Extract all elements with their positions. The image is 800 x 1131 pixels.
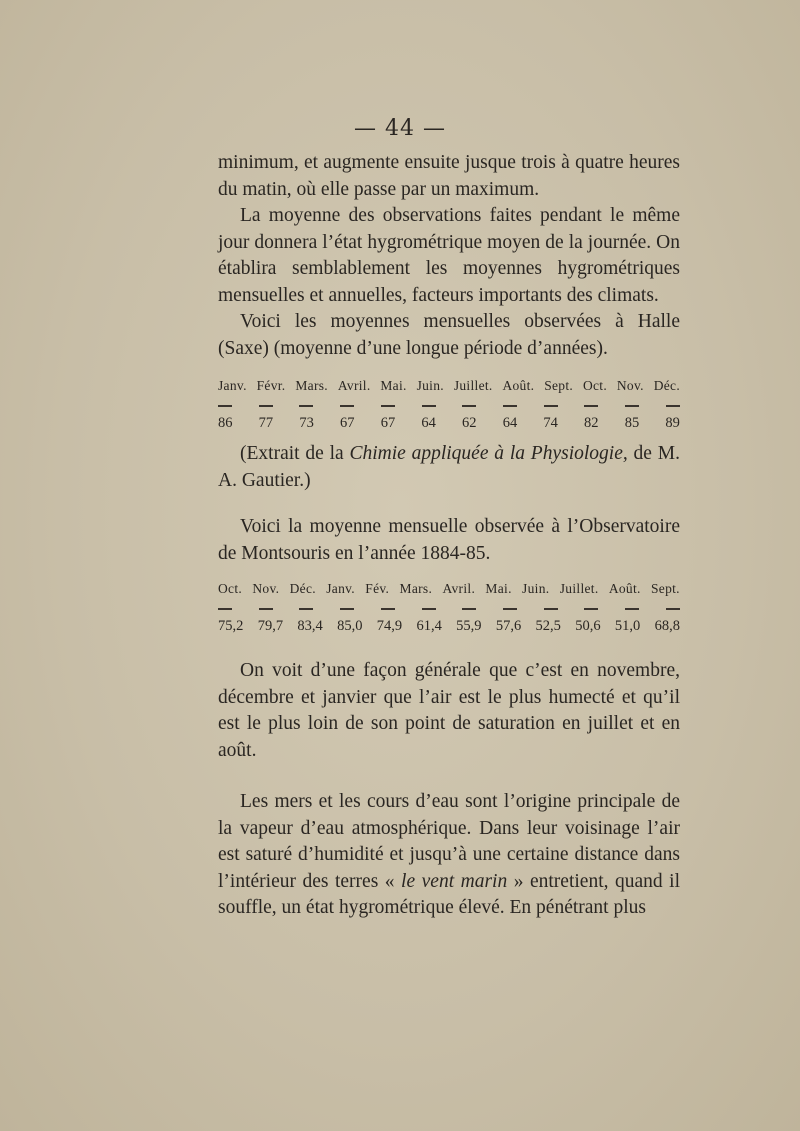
month-value: 57,6 [495, 618, 522, 634]
month-value: 50,6 [575, 618, 601, 634]
dash-rule [666, 405, 680, 407]
month-label: Août. [608, 581, 641, 596]
dash-rule [544, 405, 558, 407]
citation-block [218, 441, 680, 494]
dash-rule [422, 405, 436, 407]
paragraph-5-block [218, 514, 680, 567]
dash-rule [625, 608, 639, 610]
dash-rule [340, 608, 354, 610]
month-label: Avril. [337, 378, 371, 393]
month-value: 51,0 [614, 618, 641, 634]
table-halle-values [218, 415, 680, 432]
dash-rule [584, 405, 598, 407]
month-value: 74,9 [376, 618, 403, 634]
month-value: 64 [502, 415, 518, 431]
dash-rule [259, 405, 273, 407]
month-value: 74 [543, 415, 558, 431]
month-label: Nov. [252, 581, 280, 596]
table-halle-dashes [218, 397, 680, 407]
dash-rule [218, 608, 232, 610]
month-label: Déc. [653, 378, 680, 393]
dash-rule [625, 405, 639, 407]
month-label: Sept. [544, 378, 574, 393]
table-halle-header [218, 378, 680, 394]
month-label: Janv. [326, 581, 355, 596]
month-label: Juillet. [559, 581, 599, 596]
month-label: Sept. [650, 581, 680, 596]
month-value: 83,4 [297, 618, 323, 634]
month-value: 89 [665, 415, 680, 431]
paragraph-7 [218, 789, 680, 922]
table-montsouris [218, 581, 680, 635]
dash-rule [666, 608, 680, 610]
month-label: Avril. [442, 581, 476, 596]
paragraph-7-part-c: » entretient, quand il souffle, un état hygrométrique élevé. En pénétrant plus [218, 870, 681, 918]
month-label: Oct. [582, 378, 608, 393]
month-value: 62 [462, 415, 477, 431]
paragraph-1: minimum, et augmente ensuite jusque trois à quatre heures du matin, où elle passe par un maximum. [218, 152, 680, 200]
dash-rule [259, 608, 273, 610]
paragraph-1-block [218, 150, 680, 362]
month-value: 86 [218, 415, 233, 431]
paragraph-5: Voici la moyenne mensuelle observée à l’Observatoire de Montsouris en l’année 1884-85. [218, 516, 680, 564]
month-label: Juin. [416, 378, 444, 393]
month-value: 55,9 [456, 618, 482, 634]
dash-rule [544, 608, 558, 610]
table-montsouris-values [218, 618, 680, 635]
citation-part-c: de M. A. Gautier.) [218, 443, 680, 491]
citation [218, 441, 680, 494]
month-value: 79,7 [257, 618, 284, 634]
month-label: Mai. [380, 378, 407, 393]
month-value: 85,0 [337, 618, 363, 634]
month-label: Juin. [522, 581, 550, 596]
paragraph-7-block [218, 789, 680, 922]
month-value: 67 [340, 415, 355, 431]
month-label: Août. [502, 378, 535, 393]
dash-rule [299, 405, 313, 407]
month-value: 77 [258, 415, 274, 431]
month-value: 73 [299, 415, 314, 431]
month-label: Févr. [256, 378, 286, 393]
month-label: Mai. [485, 581, 512, 596]
dash-rule [381, 608, 395, 610]
dash-rule [422, 608, 436, 610]
dash-rule [381, 405, 395, 407]
paragraph-6-block [218, 658, 680, 764]
dash-rule [503, 608, 517, 610]
month-label: Oct. [218, 581, 243, 596]
table-halle [218, 378, 680, 432]
citation-part-a: (Extrait de la [240, 443, 350, 464]
month-label: Fév. [365, 581, 390, 596]
month-value: 75,2 [218, 618, 244, 634]
dash-rule [462, 405, 476, 407]
page-number: — 44 — [354, 116, 446, 141]
dash-rule [462, 608, 476, 610]
month-label: Mars. [399, 581, 433, 596]
paragraph-6: On voit d’une façon générale que c’est en novembre, décembre et janvier que l’air est le plus humecté et qu’il est le plus loin de son point de saturation en juillet et en août. [218, 660, 680, 761]
month-value: 52,5 [535, 618, 561, 634]
month-value: 68,8 [654, 618, 680, 634]
dash-rule [218, 405, 232, 407]
month-value: 67 [380, 415, 396, 431]
paragraph-7-part-a: Les mers et les cours d’eau sont l’origine principale de la vapeur d’eau atmosphérique. Dans leur voisinage l’air est saturé d’humidité et jusqu’à une certaine distance dans l’intérieur des terres « [218, 791, 680, 892]
table-montsouris-header [218, 581, 680, 597]
dash-rule [299, 608, 313, 610]
paragraph-7-quote: le vent marin [401, 870, 508, 892]
month-label: Nov. [616, 378, 644, 393]
month-label: Janv. [218, 378, 247, 393]
month-label: Juillet. [453, 378, 493, 393]
table-montsouris-dashes [218, 600, 680, 610]
month-label: Mars. [295, 378, 328, 393]
dash-rule [503, 405, 517, 407]
dash-rule [584, 608, 598, 610]
month-value: 85 [624, 415, 640, 431]
month-value: 64 [421, 415, 436, 431]
month-value: 82 [584, 415, 599, 431]
paragraph-2: La moyenne des observations faites pendant le même jour donnera l’état hygrométrique moyen de la journée. On établira semblablement les moyennes hygrométriques mensuelles et annuelles, facteurs importants des climats. [218, 205, 680, 306]
month-label: Déc. [289, 581, 316, 596]
citation-title: Chimie appliquée à la Physiologie, [349, 443, 628, 464]
dash-rule [340, 405, 354, 407]
month-value: 61,4 [416, 618, 442, 634]
paragraph-3: Voici les moyennes mensuelles observées à Halle (Saxe) (moyenne d’une longue période d’années). [218, 311, 680, 359]
